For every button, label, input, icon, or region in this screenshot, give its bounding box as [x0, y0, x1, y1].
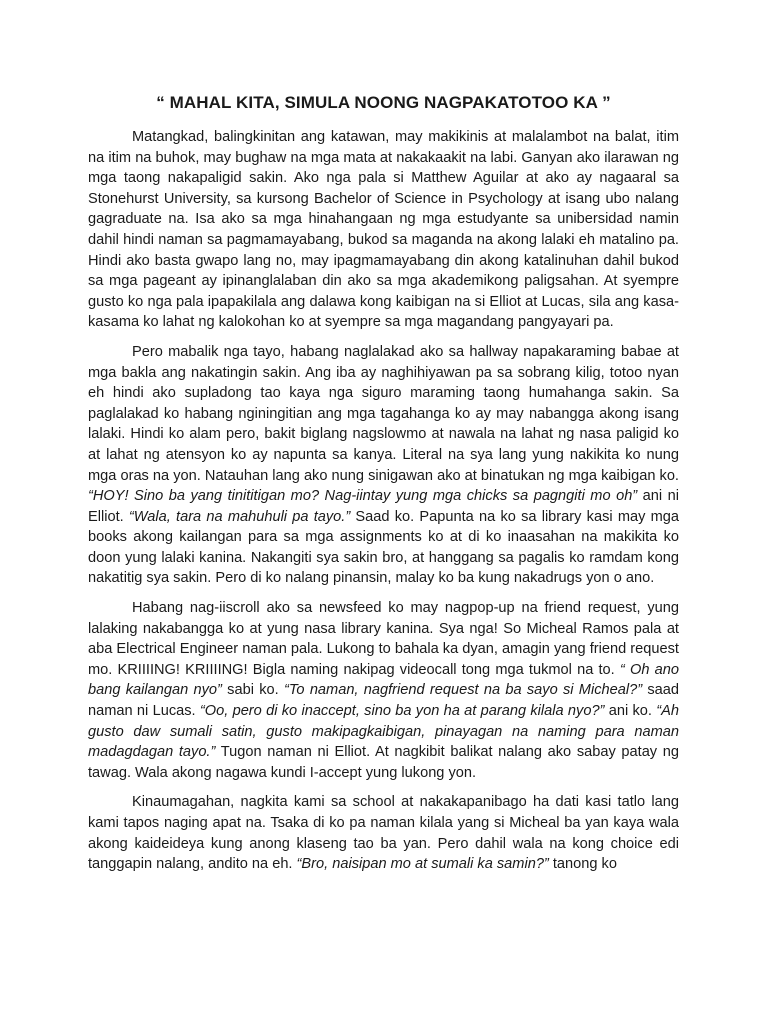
dialogue-text: “Oo, pero di ko inaccept, sino ba yon ha at parang kilala nyo?” — [199, 703, 605, 720]
narrative-text: Matangkad, balingkinitan ang katawan, may makikinis at malalambot na balat, itim na itim na buhok, may bughaw na mga mata at nakakaakit na labi. Ganyan ako ilarawan ng mga taong nakapaligid sakin. Ako nga pala si Matthew Aguilar at ako ay nagaaral sa Stonehurst University, sa kursong Bachelor of Science in Psychology at isang ubo nalang gagraduate na. Isa ako sa mga hinahangaan ng mga estudyante sa unibersidad namin dahil hindi naman sa pagmamayabang, bukod sa maganda na akong lalaki eh matalino pa. Hindi ako basta gwapo lang no, may ipagmamayabang din akong katalinuhan dahil bukod sa mga pageant ay ipinanglalaban din ako sa mga akademikong paligsahan. At syempre gusto ko nga pala ipapakilala ang dalawa kong kaibigan na si Elliot at Lucas, sila ang kasa-kasama ko lahat ng kalokohan ko at syempre sa mga magandang pangyayari pa. — [88, 129, 679, 331]
dialogue-text: “ Oh ano bang kailangan nyo” — [88, 661, 679, 699]
narrative-text: Saad ko. Papunta na ko sa library kasi may mga books akong kailangan para sa mga assignments ko at di ko inaasahan na makikita ko doon yung lalaki kanina. Nakangiti sya sakin bro, at hanggang sa pagalis ko ramdam kong nakatitig sya sakin. Pero di ko nalang pinansin, malay ko ba kung nakadrugs yon o ano. — [88, 508, 679, 587]
narrative-text: Tugon naman ni Elliot. At nagkibit balikat nalang ako sabay patay ng tawag. Wala akong nagawa kundi I-accept yung lukong yon. — [88, 744, 679, 781]
narrative-text: Kinaumagahan, nagkita kami sa school at nakakapanibago ha dati kasi tatlo lang kami tapos naging apat na. Tsaka di ko pa naman kilala yang si Micheal ba yan kaya wala akong kaideideya kung anong klaseng tao ba yan. Pero dahil wala na kong choice edi tanggapin nalang, andito na eh. — [88, 794, 679, 873]
document-title: “ MAHAL KITA, SIMULA NOONG NAGPAKATOTOO KA ” — [156, 93, 611, 112]
narrative-text: ani ni Elliot. — [88, 488, 679, 525]
dialogue-text: “HOY! Sino ba yang tinititigan mo? Nag-iintay yung mga chicks sa pagngiti mo oh” — [88, 488, 638, 505]
paragraph — [88, 127, 679, 333]
narrative-text: sabi ko. — [221, 682, 284, 699]
dialogue-text: “Wala, tara na mahuhuli pa tayo.” — [128, 508, 351, 525]
narrative-text: Pero mabalik nga tayo, habang naglalakad ako sa hallway napakaraming babae at mga bakla ang nakatingin sakin. Ang iba ay naghihiyawan pa sa sobrang kilig, totoo nyan eh hindi ako supladong tao kaya nga siguro maraming taong humahanga sakin. Sa paglalakad ko habang nginingitian ang mga tagahanga ko ay may nabangga akong isang lalaki. Hindi ko alam pero, bakit biglang nagslowmo at nawala na lahat ng nasa paligid ko at lahat ng atensyon ko ay napunta sa kanya. Literal na sya lang yung nakikita ko nung mga oras na yon. Natauhan lang ako nung sinigawan ako at binatukan ng mga kaibigan ko. — [88, 343, 679, 484]
dialogue-text: “Bro, naisipan mo at sumali ka samin?” — [296, 856, 549, 873]
document-page — [88, 92, 679, 884]
document-body — [88, 127, 679, 875]
dialogue-text: “To naman, nagfriend request na ba sayo si Micheal?” — [283, 682, 643, 699]
paragraph — [88, 792, 679, 874]
dialogue-text: “Ah gusto daw sumali satin, gusto makipagkaibigan, pinayagan na naming para naman madagdagan tayo.” — [88, 703, 679, 761]
narrative-text: Habang nag-iiscroll ako sa newsfeed ko may nagpop-up na friend request, yung lalaking nakabangga ko at yung nasa library kanina. Sya nga! So Micheal Ramos pala at aba Electrical Engineer naman pala. Lukong to bahala ka dyan, amagin yang friend request mo. KRIIIING! KRIIIING! Bigla naming nakipag videocall tong mga tukmol na to. — [88, 600, 679, 678]
narrative-text: ani ko. — [604, 703, 657, 720]
narrative-text: tanong ko — [548, 856, 617, 873]
narrative-text: saad naman ni Lucas. — [88, 682, 680, 720]
paragraph — [88, 342, 679, 589]
paragraph — [88, 598, 679, 783]
